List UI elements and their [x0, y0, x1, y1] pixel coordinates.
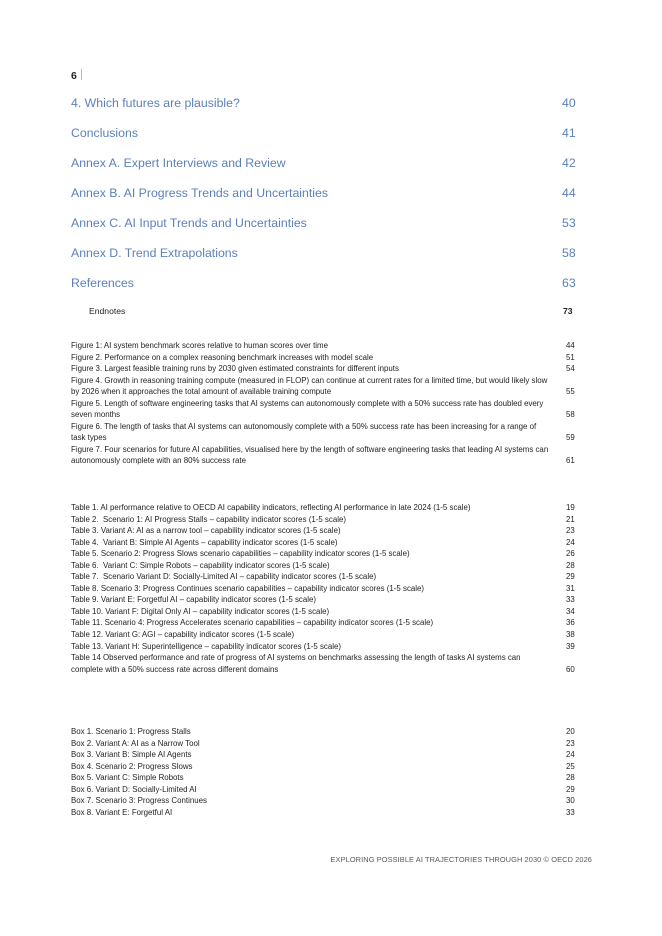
folio-separator-rule [81, 69, 82, 80]
table-list-entry[interactable] [71, 537, 592, 549]
toc-entry-label: References [71, 276, 134, 290]
table-list-entry[interactable] [71, 571, 592, 583]
box-list-entry-text: Box 7. Scenario 3: Progress Continues [71, 796, 207, 806]
table-list-entry-page-number: 28 [566, 560, 575, 570]
box-list-entry-page-number: 29 [566, 784, 575, 794]
toc-entry[interactable] [71, 126, 592, 156]
toc-entry-page-number: 40 [562, 96, 576, 110]
box-list-entry[interactable] [71, 784, 592, 796]
figure-list-entry-page-number: 61 [566, 456, 575, 466]
figure-list-entry-page-number: 55 [566, 387, 575, 397]
toc-sub-entry[interactable] [71, 306, 592, 322]
toc-entry-page-number: 41 [562, 126, 576, 140]
table-list-entry[interactable] [71, 560, 592, 572]
box-list-entry[interactable] [71, 772, 592, 784]
figure-list-entry-page-number: 58 [566, 410, 575, 420]
figure-list-entry[interactable] [71, 444, 592, 467]
table-list-entry[interactable] [71, 548, 592, 560]
table-list-entry-page-number: 31 [566, 583, 575, 593]
table-list-entry[interactable] [71, 641, 592, 653]
table-list-entry-text: Table 6. Variant C: Simple Robots – capability indicator scores (1-5 scale) [71, 560, 330, 570]
box-list-entry[interactable] [71, 795, 592, 807]
table-list-entry-text: Table 10. Variant F: Digital Only AI – capability indicator scores (1-5 scale) [71, 606, 330, 616]
running-head [71, 68, 82, 82]
toc-sub-entry-label: Endnotes [89, 306, 126, 316]
page-folio-number: 6 [71, 70, 77, 82]
figure-list-entry-text: Figure 6. The length of tasks that AI systems can autonomously complete with a 50% success rate has been increasing for a range of task types [71, 421, 539, 443]
figure-list-entry-text: Figure 5. Length of software engineering tasks that AI systems can autonomously complete with a 50% success rate has doubled every seven months [71, 398, 546, 420]
toc-entry[interactable] [71, 186, 592, 216]
table-list-entry-text: Table 8. Scenario 3: Progress Continues scenario capabilities – capability indicator scores (1-5 scale) [71, 583, 425, 593]
box-list-entry-page-number: 24 [566, 750, 575, 760]
table-list-entry-text: Table 12. Variant G: AGI – capability indicator scores (1-5 scale) [71, 630, 295, 640]
figure-list-entry[interactable] [71, 421, 592, 444]
box-list-entry[interactable] [71, 738, 592, 750]
box-list-entry-page-number: 30 [566, 796, 575, 806]
table-list-entry-page-number: 38 [566, 630, 575, 640]
figure-list-entry-text: Figure 2. Performance on a complex reasoning benchmark increases with model scale [71, 352, 374, 362]
toc-entry-label: Annex A. Expert Interviews and Review [71, 156, 286, 170]
figure-list-entry[interactable] [71, 352, 592, 364]
toc-entry-label: 4. Which futures are plausible? [71, 96, 240, 110]
table-list-entry-page-number: 26 [566, 549, 575, 559]
figure-list-entry-text: Figure 1: AI system benchmark scores relative to human scores over time [71, 341, 328, 350]
figure-list-entry[interactable] [71, 363, 592, 375]
table-list-entry-page-number: 21 [566, 514, 575, 524]
table-list-entry-text: Table 7. Scenario Variant D: Socially-Limited AI – capability indicator scores (1-5 scale) [71, 572, 377, 582]
figure-list-entry-page-number: 51 [566, 352, 575, 362]
page-footer: EXPLORING POSSIBLE AI TRAJECTORIES THROUGH 2030 © OECD 2026 [330, 855, 592, 864]
table-list-entry[interactable] [71, 629, 592, 641]
box-list-entry[interactable] [71, 761, 592, 773]
box-list-entry-text: Box 3. Variant B: Simple AI Agents [71, 750, 192, 760]
toc-entry-label: Conclusions [71, 126, 138, 140]
table-list-entry-page-number: 34 [566, 606, 575, 616]
table-list-entry[interactable] [71, 594, 592, 606]
table-list-entry-page-number: 29 [566, 572, 575, 582]
toc-entry-page-number: 42 [562, 156, 576, 170]
box-list-entry-text: Box 2. Variant A: AI as a Narrow Tool [71, 738, 200, 748]
list-of-figures [71, 340, 592, 467]
table-list-entry[interactable] [71, 514, 592, 526]
box-list-entry-page-number: 25 [566, 761, 575, 771]
box-list-entry-page-number: 23 [566, 738, 575, 748]
toc-entry[interactable] [71, 156, 592, 186]
toc-entry-page-number: 63 [562, 276, 576, 290]
box-list-entry-text: Box 6. Variant D: Socially-Limited AI [71, 784, 197, 794]
list-of-tables [71, 502, 592, 675]
box-list-entry-text: Box 8. Variant E: Forgetful AI [71, 807, 173, 817]
table-list-entry-text: Table 4. Variant B: Simple AI Agents – capability indicator scores (1-5 scale) [71, 537, 338, 547]
table-list-entry-text: Table 1. AI performance relative to OECD AI capability indicators, reflecting AI performance in late 2024 (1-5 scale) [71, 503, 471, 512]
toc-sub-entry-page-number: 73 [563, 306, 573, 316]
box-list-entry-text: Box 1. Scenario 1: Progress Stalls [71, 727, 191, 736]
table-list-entry-text: Table 13. Variant H: Superintelligence – capability indicator scores (1-5 scale) [71, 641, 342, 651]
table-list-entry-page-number: 24 [566, 537, 575, 547]
toc-entry[interactable] [71, 96, 592, 126]
toc-entry-label: Annex B. AI Progress Trends and Uncertainties [71, 186, 329, 200]
box-list-entry-text: Box 5. Variant C: Simple Robots [71, 773, 184, 783]
figure-list-entry-page-number: 54 [566, 364, 575, 374]
figure-list-entry[interactable] [71, 375, 592, 398]
toc-entry-page-number: 58 [562, 246, 576, 260]
toc-entry-label: Annex C. AI Input Trends and Uncertainties [71, 216, 307, 230]
table-list-entry-text: Table 14 Observed performance and rate of progress of AI systems on benchmarks assessing the length of tasks AI systems can complete with a 50% success rate across different domains [71, 653, 523, 674]
figure-list-entry[interactable] [71, 398, 592, 421]
box-list-entry-page-number: 33 [566, 807, 575, 817]
table-list-entry-text: Table 2. Scenario 1: AI Progress Stalls – capability indicator scores (1-5 scale) [71, 514, 346, 524]
toc-entry[interactable] [71, 246, 592, 276]
box-list-entry-page-number: 20 [566, 727, 575, 736]
figure-list-entry-text: Figure 7. Four scenarios for future AI capabilities, visualised here by the length of software engineering tasks that leading AI systems can autonomously complete with an 80% success rate [71, 444, 551, 466]
table-list-entry-page-number: 39 [566, 641, 575, 651]
box-list-entry[interactable] [71, 807, 592, 819]
box-list-entry-text: Box 4. Scenario 2: Progress Slows [71, 761, 193, 771]
list-of-boxes [71, 726, 592, 818]
table-list-entry[interactable] [71, 617, 592, 629]
table-list-entry-text: Table 5. Scenario 2: Progress Slows scenario capabilities – capability indicator scores (1-5 scale) [71, 549, 410, 559]
figure-list-entry-page-number: 44 [566, 341, 575, 350]
toc-entry[interactable] [71, 216, 592, 246]
table-list-entry[interactable] [71, 502, 592, 514]
box-list-entry[interactable] [71, 749, 592, 761]
toc-entry[interactable] [71, 276, 592, 306]
table-list-entry-page-number: 36 [566, 618, 575, 628]
table-list-entry[interactable] [71, 583, 592, 595]
table-list-entry-text: Table 3. Variant A: AI as a narrow tool – capability indicator scores (1-5 scale) [71, 526, 341, 536]
figure-list-entry-text: Figure 3. Largest feasible training runs by 2030 given estimated constraints for different inputs [71, 364, 399, 374]
table-list-entry[interactable] [71, 606, 592, 618]
table-list-entry-page-number: 33 [566, 595, 575, 605]
figure-list-entry-page-number: 59 [566, 433, 575, 443]
box-list-entry-page-number: 28 [566, 773, 575, 783]
figure-list-entry-text: Figure 4. Growth in reasoning training compute (measured in FLOP) can continue at current rates for a limited time, but would likely slow by 2026 when it approaches the total amount of available training compute [71, 375, 550, 397]
table-list-entry-page-number: 23 [566, 526, 575, 536]
table-list-entry-text: Table 11. Scenario 4: Progress Accelerates scenario capabilities – capability indicator scores (1-5 scale) [71, 618, 434, 628]
table-list-entry-page-number: 19 [566, 503, 575, 512]
table-list-entry[interactable] [71, 525, 592, 537]
table-list-entry[interactable] [71, 652, 592, 675]
toc-entry-label: Annex D. Trend Extrapolations [71, 246, 238, 260]
box-list-entry[interactable] [71, 726, 592, 738]
toc-entry-page-number: 44 [562, 186, 576, 200]
toc-entry-page-number: 53 [562, 216, 576, 230]
table-list-entry-page-number: 60 [566, 664, 575, 674]
table-of-contents-headings [71, 96, 592, 322]
figure-list-entry[interactable] [71, 340, 592, 352]
table-list-entry-text: Table 9. Variant E: Forgetful AI – capability indicator scores (1-5 scale) [71, 595, 317, 605]
